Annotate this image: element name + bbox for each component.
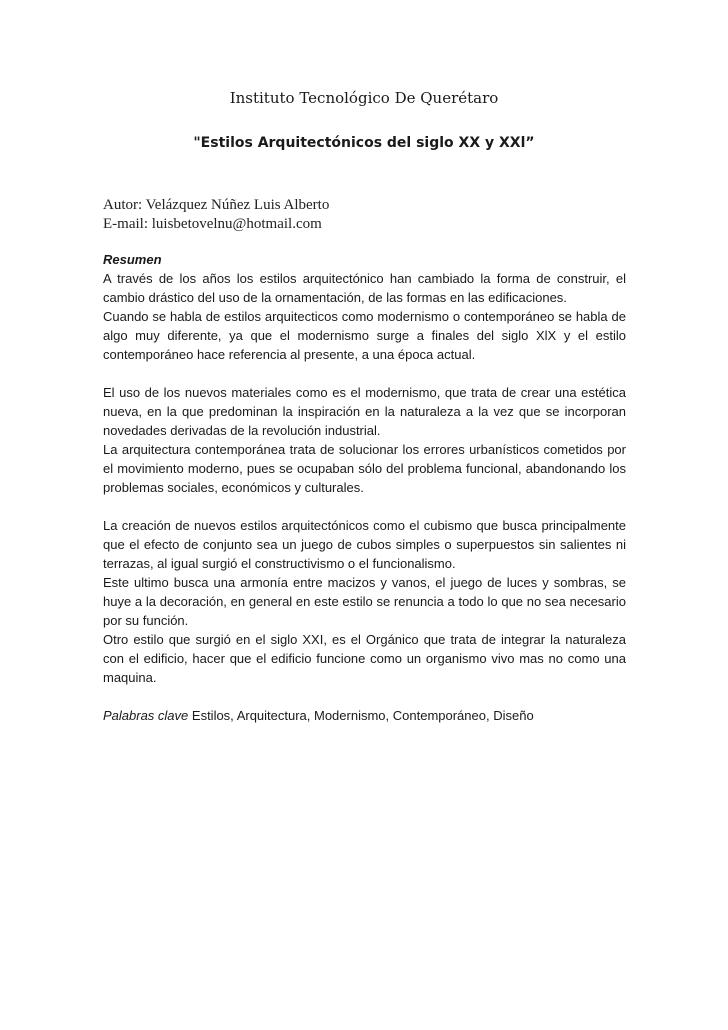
abstract-paragraph: Cuando se habla de estilos arquitecticos como modernismo o contemporáneo se habla de algo muy diferente, ya que el modernismo surge a finales del siglo XlX y el estilo contemporáneo hace referencia al presente, a una época actual. <box>103 309 626 362</box>
abstract-heading: Resumen <box>103 252 162 267</box>
abstract-paragraph: El uso de los nuevos materiales como es el modernismo, que trata de crear una estética nueva, en la que predominan la inspiración en la naturaleza a la vez que se incorporan novedades derivadas de la revolución industrial. <box>103 385 626 438</box>
abstract-paragraph: Este ultimo busca una armonía entre macizos y vanos, el juego de luces y sombras, se huye a la decoración, en general en este estilo se renuncia a todo lo que no sea necesario por su función. <box>103 575 626 628</box>
paragraph-gap <box>103 364 626 383</box>
abstract-paragraph: A través de los años los estilos arquitectónico han cambiado la forma de construir, el cambio drástico del uso de la ornamentación, de las formas en las edificaciones. <box>103 271 626 305</box>
abstract-paragraph: La arquitectura contemporánea trata de solucionar los errores urbanísticos cometidos por el movimiento moderno, pues se ocupaban sólo del problema funcional, abandonando los problemas sociales, económicos y culturales. <box>103 442 626 495</box>
keywords-label: Palabras clave <box>103 708 189 723</box>
institute-name: Instituto Tecnológico De Querétaro <box>229 89 499 107</box>
abstract-section <box>103 250 626 725</box>
document-title: "Estilos Arquitectónicos del siglo XX y XXl” <box>193 135 535 151</box>
keywords-text: Estilos, Arquitectura, Modernismo, Contemporáneo, Diseño <box>188 708 534 723</box>
author-email: E-mail: luisbetovelnu@hotmail.com <box>103 216 322 232</box>
abstract-paragraph: Otro estilo que surgió en el siglo XXI, es el Orgánico que trata de integrar la naturaleza con el edificio, hacer que el edificio funcione como un organismo vivo mas no como una maquina. <box>103 632 626 685</box>
author-block <box>103 196 633 234</box>
paragraph-gap <box>103 687 626 706</box>
author-name: Autor: Velázquez Núñez Luis Alberto <box>103 197 330 213</box>
keywords-line <box>103 706 626 725</box>
abstract-paragraph: La creación de nuevos estilos arquitectónicos como el cubismo que busca principalmente que el efecto de conjunto sea un juego de cubos simples o superpuestos sin salientes ni terrazas, al igual surgió el constructivismo o el funcionalismo. <box>103 518 626 571</box>
paragraph-gap <box>103 497 626 516</box>
